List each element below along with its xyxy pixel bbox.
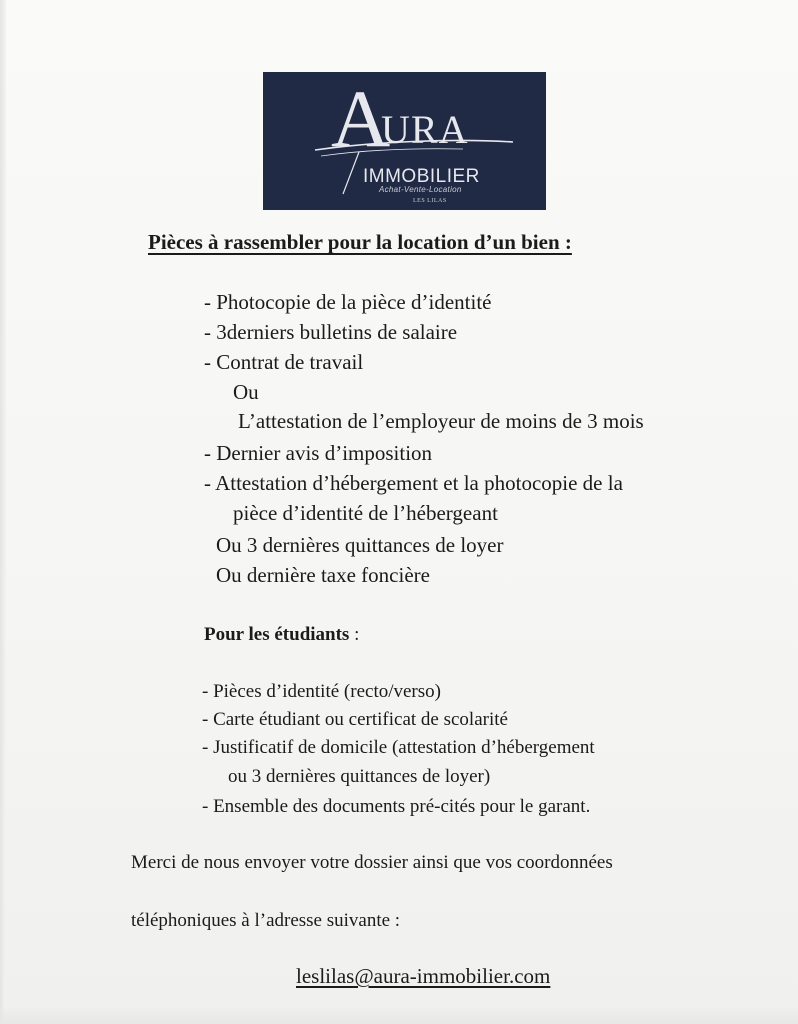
- student-list-item-continued: ou 3 dernières quittances de loyer): [228, 766, 491, 787]
- list-item: - Photocopie de la pièce d’identité: [204, 290, 492, 314]
- aura-immobilier-logo: [263, 72, 546, 210]
- student-list-item: - Carte étudiant ou certificat de scolarité: [202, 709, 508, 730]
- page-heading: Pièces à rassembler pour la location d’un bien :: [148, 230, 572, 254]
- student-list-item: - Pièces d’identité (recto/verso): [202, 681, 441, 702]
- list-item: L’attestation de l’employeur de moins de 3 mois: [238, 409, 644, 433]
- students-section-title: [204, 624, 359, 646]
- logo-letter-a: A: [331, 73, 391, 164]
- list-item: - Contrat de travail: [204, 350, 364, 374]
- closing-line-1: Merci de nous envoyer votre dossier ainsi que vos coordonnées: [131, 852, 613, 873]
- student-list-item: - Ensemble des documents pré-cités pour le garant.: [202, 796, 591, 817]
- list-item: - Dernier avis d’imposition: [204, 441, 433, 465]
- list-item: Ou 3 dernières quittances de loyer: [216, 533, 504, 557]
- logo-city: LES LILAS: [413, 198, 447, 204]
- logo-brand-name: URA: [381, 107, 469, 152]
- contact-email-link[interactable]: leslilas@aura-immobilier.com: [296, 964, 551, 988]
- paper-bottom-shadow: [0, 1006, 798, 1024]
- student-list-item: - Justificatif de domicile (attestation d’hébergement: [202, 737, 595, 758]
- list-item: - 3derniers bulletins de salaire: [204, 320, 458, 344]
- students-title-bold: Pour les étudiants: [204, 624, 350, 645]
- closing-line-2: téléphoniques à l’adresse suivante :: [131, 910, 401, 931]
- students-title-colon: :: [349, 624, 360, 645]
- list-item: - Attestation d’hébergement et la photocopie de la: [204, 471, 623, 495]
- logo-immobilier: IMMOBILIER: [363, 166, 480, 187]
- list-item: Ou dernière taxe foncière: [216, 563, 430, 587]
- paper-edge: [0, 0, 6, 1024]
- list-item-continued: pièce d’identité de l’hébergeant: [233, 501, 498, 525]
- list-item-or: Ou: [233, 380, 259, 404]
- logo-tagline: Achat-Vente-Location: [379, 185, 462, 194]
